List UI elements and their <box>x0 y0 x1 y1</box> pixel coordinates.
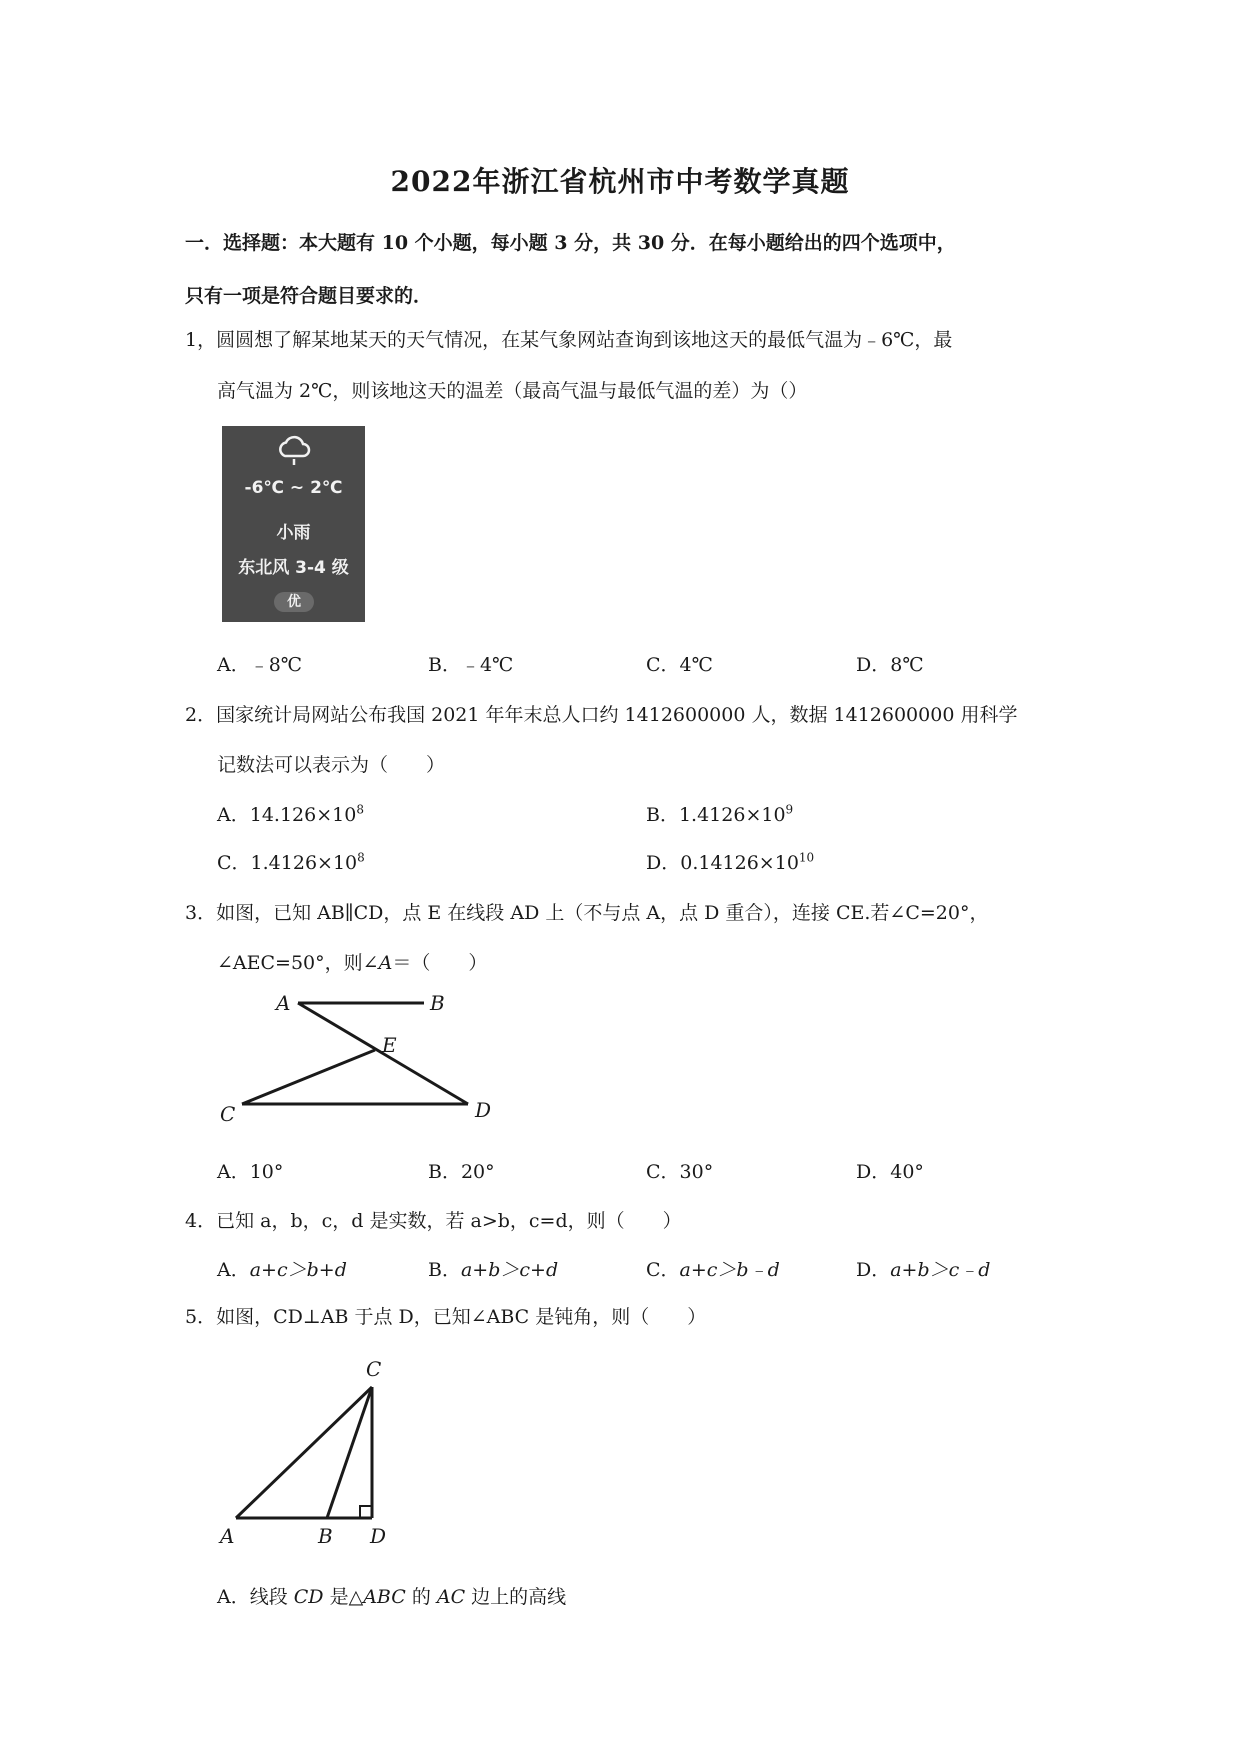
q2-option-c-base: 1.4126×10 <box>250 852 358 874</box>
q1-option-c: C．4℃ <box>646 654 713 676</box>
q1-option-d: D．8℃ <box>856 654 924 676</box>
q2-stem-line2: 记数法可以表示为（ ） <box>217 754 446 776</box>
q4-option-b <box>428 1255 558 1282</box>
q5-stem: 5．如图，CD⊥AB 于点 D，已知∠ABC 是钝角，则（ ） <box>185 1306 707 1328</box>
q2-option-b-base: 1.4126×10 <box>678 804 786 826</box>
section-header-line2: 只有一项是符合题目要求的． <box>185 285 433 307</box>
q5-label-b: B <box>318 1524 333 1548</box>
weather-temp: -6℃ ~ 2℃ <box>244 478 343 498</box>
q2-option-a-base: 14.126×10 <box>249 804 357 826</box>
q5-option-a-text3: 边上的高线 <box>465 1586 567 1608</box>
q1-option-a: A．﹣8℃ <box>217 654 303 676</box>
q2-stem-line1: 2．国家统计局网站公布我国 2021 年年末总人口约 1412600000 人，数据 1412600000 用科学 <box>185 704 1018 726</box>
q2-option-b-prefix: B． <box>646 804 679 826</box>
q4-option-c-prefix: C． <box>646 1259 680 1281</box>
q3-label-a: A <box>276 991 291 1015</box>
q5-label-c: C <box>366 1357 382 1381</box>
q2-option-d-prefix: D． <box>646 852 681 874</box>
q3-stem-line2 <box>217 948 487 975</box>
q3-label-e: E <box>382 1033 397 1057</box>
cloud-rain-icon <box>276 434 312 468</box>
weather-card <box>222 426 365 622</box>
q2-option-d <box>646 848 814 875</box>
q5-label-d: D <box>370 1524 387 1548</box>
q5-option-a-prefix: A．线段 <box>217 1586 294 1608</box>
q5-right-angle-mark <box>360 1506 372 1518</box>
q5-option-a-var3: AC <box>436 1586 466 1608</box>
q1-stem-line1: 1，圆圆想了解某地某天的天气情况，在某气象网站查询到该地这天的最低气温为﹣6℃，最 <box>185 329 953 351</box>
q3-stem-line2-variable: A <box>378 952 393 974</box>
q4-option-d-prefix: D． <box>856 1259 891 1281</box>
q5-option-a <box>217 1582 566 1609</box>
q4-option-d-expr: a+b＞c﹣d <box>890 1259 991 1281</box>
q3-segment-ce <box>242 1050 375 1104</box>
q2-option-a-exponent: 8 <box>356 802 364 817</box>
q5-option-a-var1: CD <box>293 1586 324 1608</box>
q2-option-d-base: 0.14126×10 <box>680 852 799 874</box>
q5-option-a-var2: ABC <box>363 1586 406 1608</box>
weather-wind: 东北风 3-4 级 <box>238 558 349 578</box>
q2-option-b-exponent: 9 <box>785 802 794 817</box>
q3-stem-line1: 3．如图，已知 AB∥CD，点 E 在线段 AD 上（不与点 A，点 D 重合），连接 CE.若∠C=20°， <box>185 902 989 924</box>
q2-option-c <box>217 848 365 875</box>
q3-stem-line2-start: ∠AEC=50°，则∠ <box>217 952 379 974</box>
q4-option-a-prefix: A． <box>217 1259 250 1281</box>
q1-option-b: B．﹣4℃ <box>428 654 514 676</box>
q2-option-a-prefix: A． <box>217 804 250 826</box>
q3-stem-line2-end: ＝（ ） <box>392 952 488 974</box>
weather-condition: 小雨 <box>276 523 311 543</box>
q2-option-d-exponent: 10 <box>798 850 815 865</box>
q2-option-b <box>646 800 793 827</box>
q4-option-b-expr: a+b＞c+d <box>460 1259 559 1281</box>
q4-option-b-prefix: B． <box>428 1259 461 1281</box>
q3-figure <box>210 985 510 1135</box>
q3-label-d: D <box>475 1098 492 1122</box>
q3-option-b: B．20° <box>428 1161 495 1183</box>
q4-option-c <box>646 1255 780 1282</box>
q5-option-a-text1: 是△ <box>323 1586 364 1608</box>
weather-aqi-badge: 优 <box>274 592 314 612</box>
q2-option-c-prefix: C． <box>217 852 251 874</box>
q3-label-b: B <box>430 991 445 1015</box>
q4-option-a <box>217 1255 347 1282</box>
q3-option-d: D．40° <box>856 1161 924 1183</box>
q2-option-c-exponent: 8 <box>357 850 365 865</box>
q1-stem-line2: 高气温为 2℃，则该地这天的温差（最高气温与最低气温的差）为（） <box>217 380 808 402</box>
q4-option-c-expr: a+c＞b﹣d <box>679 1259 780 1281</box>
q5-label-a: A <box>220 1524 235 1548</box>
q5-figure <box>210 1350 410 1550</box>
q4-stem: 4．已知 a，b，c，d 是实数，若 a>b，c=d，则（ ） <box>185 1210 682 1232</box>
q2-option-a <box>217 800 364 827</box>
q4-option-d <box>856 1255 990 1282</box>
q3-option-a: A．10° <box>217 1161 284 1183</box>
q5-option-a-text2: 的 <box>405 1586 437 1608</box>
section-header-line1: 一．选择题：本大题有 10 个小题，每小题 3 分，共 30 分．在每小题给出的四个选项中， <box>185 232 956 254</box>
page-title: 2022年浙江省杭州市中考数学真题 <box>390 165 850 198</box>
q3-option-c: C．30° <box>646 1161 714 1183</box>
q4-option-a-expr: a+c＞b+d <box>249 1259 347 1281</box>
q3-label-c: C <box>220 1102 236 1126</box>
q5-segment-ac <box>236 1387 372 1518</box>
